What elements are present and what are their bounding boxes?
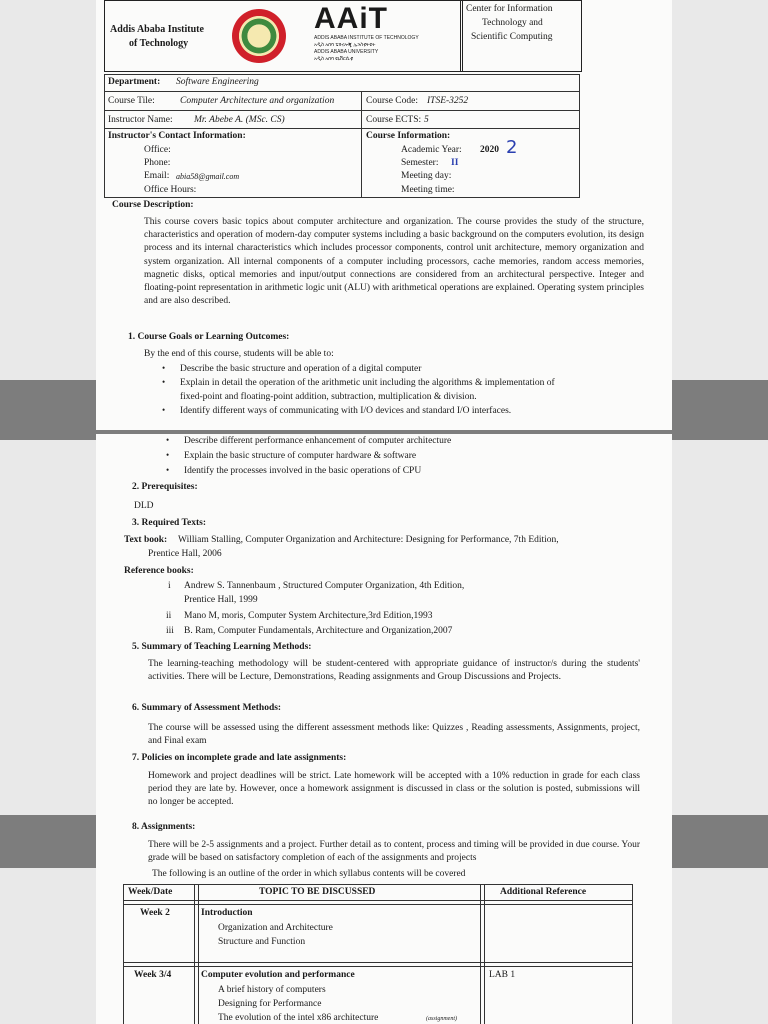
policies-heading: 7. Policies on incomplete grade and late assignments:: [132, 753, 347, 763]
logo-sub-line4: አዲስ አበባ ዩኒቨርሲቲ: [314, 56, 354, 62]
handwritten-year-correction: 2: [506, 137, 518, 158]
reference-num: iii: [166, 626, 174, 636]
aait-logo-text: AAiT: [314, 2, 388, 35]
ects-label: Course ECTS:: [366, 115, 422, 125]
table-rule: [104, 110, 580, 111]
assignments-text: There will be 2-5 assignments and a project. Further detail as to content, process and timing will be provided in due course. Your grade will be based on satisfactory completion of each of the assignments and projects: [148, 840, 640, 864]
table-rule: [198, 884, 199, 1024]
table-rule: [104, 91, 580, 92]
institute-name-line2: of Technology: [129, 38, 189, 49]
prerequisites-value: DLD: [134, 501, 154, 511]
outline-intro: The following is an outline of the order in which syllabus contents will be covered: [152, 869, 466, 879]
center-name-line2: Technology and: [482, 18, 543, 28]
phone-label: Phone:: [144, 158, 171, 168]
semester-label: Semester:: [401, 158, 439, 168]
course-description-text: This course covers basic topics about computer architecture and organization. The course provides the study of the structure, characteristics and operation of modern-day computer systems including a basic background on the computers evolution, its design process and its internal characteristics which includes processor components, control unit architecture, memory organization and system organization. All internal components of a computer including processors, cache memories, random access memories, magnetic disks, optical memories and input/output connections are considered from an architectural perspective. Integer and floating-point representation in arithmetic logic unit (ALU) with arithmetical operations are explained. Operating system principles and are also described.: [144, 217, 644, 307]
goal-item-continuation: fixed-point and floating-point addition, subtraction, multiplication & division.: [180, 392, 477, 402]
course-info-heading: Course Information:: [366, 131, 451, 141]
reference-line: Andrew S. Tannenbaum , Structured Computer Organization, 4th Edition,: [184, 581, 465, 591]
schedule-table: [123, 884, 633, 1024]
bullet-icon: •: [166, 465, 170, 475]
goal-item: Explain in detail the operation of the arithmetic unit including the algorithms & implementation of: [180, 378, 555, 388]
office-hours-label: Office Hours:: [144, 185, 197, 195]
bullet-icon: •: [162, 363, 166, 373]
methods-heading: 5. Summary of Teaching Learning Methods:: [132, 642, 312, 652]
course-code-label: Course Code:: [366, 96, 418, 106]
schedule-row-subtopic: Structure and Function: [218, 937, 306, 947]
policies-text: Homework and project deadlines will be strict. Late homework will be accepted with a 10% reduction in grade for each class period they are late by. However, once a homework assignment is discussed in class or the solution is posted, submissions will no longer be accepted.: [148, 771, 640, 808]
syllabus-page-2: [96, 434, 672, 870]
syllabus-page-3: [96, 866, 672, 1024]
schedule-row-reference: LAB 1: [489, 970, 516, 980]
textbook-line2: Prentice Hall, 2006: [148, 549, 222, 559]
goals-heading: 1. Course Goals or Learning Outcomes:: [128, 332, 290, 342]
center-name-line1: Center for Information: [466, 4, 553, 14]
department-label: Department:: [108, 77, 161, 87]
schedule-row-subtopic: The evolution of the intel x86 architecture: [218, 1013, 379, 1023]
table-rule: [123, 962, 633, 963]
schedule-row-subtopic: A brief history of computers: [218, 985, 326, 995]
schedule-row-topic: Introduction: [201, 908, 253, 918]
bullet-icon: •: [162, 377, 166, 387]
goal-item: Identify the processes involved in the basic operations of CPU: [184, 466, 422, 476]
table-rule: [104, 128, 580, 129]
meeting-time-label: Meeting time:: [401, 185, 455, 195]
goal-item: Describe different performance enhancement of computer architecture: [184, 436, 452, 446]
reference-num: i: [168, 581, 171, 591]
email-value: abia58@gmail.com: [176, 172, 240, 181]
goal-item: Describe the basic structure and operation of a digital computer: [180, 364, 422, 374]
ects-value: 5: [424, 115, 429, 125]
course-code-value: ITSE-3252: [427, 96, 469, 106]
course-title-value: Computer Architecture and organization: [180, 96, 335, 106]
schedule-row-topic: Computer evolution and performance: [201, 970, 355, 980]
schedule-row-week: Week 3/4: [134, 970, 172, 980]
assignments-heading: 8. Assignments:: [132, 822, 196, 832]
assessment-heading: 6. Summary of Assessment Methods:: [132, 703, 282, 713]
department-value: Software Engineering: [176, 77, 259, 87]
center-name-line3: Scientific Computing: [471, 32, 553, 42]
table-rule: [194, 884, 195, 1024]
logo-sub-line1: ADDIS ABABA INSTITUTE OF TECHNOLOGY: [314, 35, 419, 41]
schedule-row-note: (assignment): [426, 1016, 457, 1022]
table-rule: [480, 884, 481, 1024]
required-texts-heading: 3. Required Texts:: [132, 518, 206, 528]
course-title-label: Course Tile:: [108, 96, 155, 106]
meeting-day-label: Meeting day:: [401, 171, 452, 181]
bullet-icon: •: [162, 405, 166, 415]
institute-name-line1: Addis Ababa Institute: [110, 24, 204, 35]
textbook-label: Text book:: [124, 535, 168, 545]
schedule-header-topic: TOPIC TO BE DISCUSSED: [259, 887, 376, 897]
bullet-icon: •: [166, 450, 170, 460]
schedule-row-week: Week 2: [140, 908, 170, 918]
office-label: Office:: [144, 145, 171, 155]
logo-sub-line3: ADDIS ABABA UNIVERSITY: [314, 49, 379, 55]
reference-num: ii: [166, 611, 172, 621]
course-description-heading: Course Description:: [112, 200, 194, 210]
syllabus-page-1: [96, 0, 672, 430]
goal-item: Explain the basic structure of computer hardware & software: [184, 451, 417, 461]
goals-intro: By the end of this course, students will be able to:: [144, 349, 334, 359]
email-label: Email:: [144, 171, 170, 181]
semester-value: II: [451, 158, 459, 168]
schedule-row-subtopic: Designing for Performance: [218, 999, 322, 1009]
assessment-text: The course will be assessed using the different assessment methods like: Quizzes , Reading assessments, Assignments, project, and Final exam: [148, 723, 640, 747]
bullet-icon: •: [166, 435, 170, 445]
academic-year-label: Academic Year:: [401, 145, 462, 155]
table-rule: [123, 900, 633, 901]
prerequisites-heading: 2. Prerequisites:: [132, 482, 198, 492]
instructor-label: Instructor Name:: [108, 115, 173, 125]
schedule-row-subtopic: Organization and Architecture: [218, 923, 333, 933]
university-seal-logo: [232, 9, 286, 63]
methods-text: The learning-teaching methodology will be student-centered with appropriate guidance of instructor/s during the students' activities. There will be Lecture, Demonstrations, Reading assignments and Group Discussions and Projects.: [148, 659, 640, 683]
textbook-line1: William Stalling, Computer Organization and Architecture: Designing for Performance, 7th Edition,: [178, 535, 559, 545]
reference-line: Prentice Hall, 1999: [184, 595, 258, 605]
table-rule: [123, 966, 633, 967]
instructor-value: Mr. Abebe A. (MSc. CS): [194, 115, 285, 125]
reference-books-label: Reference books:: [124, 566, 194, 576]
reference-line: B. Ram, Computer Fundamentals, Architecture and Organization,2007: [184, 626, 453, 636]
reference-line: Mano M, moris, Computer System Architecture,3rd Edition,1993: [184, 611, 433, 621]
goal-item: Identify different ways of communicating with I/O devices and standard I/O interfaces.: [180, 406, 512, 416]
schedule-header-week: Week/Date: [128, 887, 173, 897]
table-rule: [361, 91, 362, 198]
schedule-header-reference: Additional Reference: [500, 887, 587, 897]
table-rule: [484, 884, 485, 1024]
academic-year-value: 2020: [480, 145, 499, 155]
logo-sub-line2: አዲስ አበባ ቴክኖሎጂ ኢንስቲትዩት: [314, 42, 376, 48]
contact-heading: Instructor's Contact Information:: [108, 131, 246, 141]
table-rule: [123, 904, 633, 905]
